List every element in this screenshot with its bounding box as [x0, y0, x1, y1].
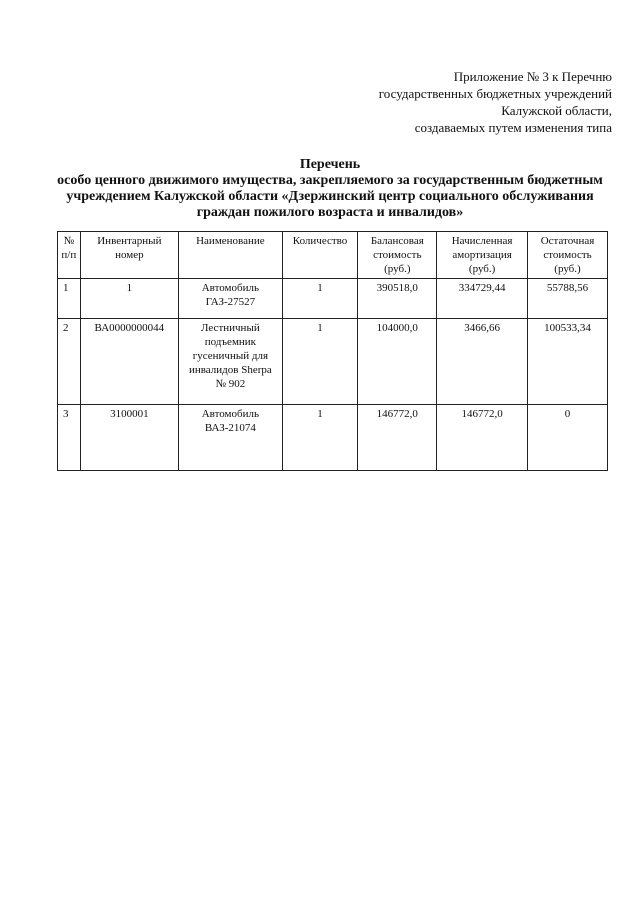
cell-quantity: 1	[282, 405, 358, 471]
cell-residual: 0	[528, 405, 608, 471]
cell-quantity: 1	[282, 279, 358, 319]
table-row	[58, 279, 608, 319]
header-name: Наименование	[179, 232, 283, 279]
header-inventory: Инвентарный номер	[80, 232, 178, 279]
appendix-header	[312, 68, 612, 136]
table-row	[58, 319, 608, 405]
cell-num: 3	[58, 405, 81, 471]
cell-num: 1	[58, 279, 81, 319]
cell-balance: 146772,0	[358, 405, 437, 471]
appendix-line: государственных бюджетных учреждений	[378, 86, 612, 101]
cell-residual: 100533,34	[528, 319, 608, 405]
cell-name: Автомобиль ГАЗ-27527	[179, 279, 283, 319]
cell-amortization: 3466,66	[437, 319, 528, 405]
header-amortization: Начисленная амортизация (руб.)	[437, 232, 528, 279]
title-line: особо ценного движимого имущества, закрепляемого за государственным бюджетным	[57, 173, 603, 188]
cell-balance: 390518,0	[358, 279, 437, 319]
header-balance: Балансовая стоимость (руб.)	[358, 232, 437, 279]
cell-inventory: 3100001	[80, 405, 178, 471]
cell-amortization: 146772,0	[437, 405, 528, 471]
assets-table	[57, 231, 608, 471]
cell-amortization: 334729,44	[437, 279, 528, 319]
cell-inventory: ВА0000000044	[80, 319, 178, 405]
cell-num: 2	[58, 319, 81, 405]
cell-quantity: 1	[282, 319, 358, 405]
cell-name: Автомобиль ВАЗ-21074	[179, 405, 283, 471]
cell-residual: 55788,56	[528, 279, 608, 319]
cell-inventory: 1	[80, 279, 178, 319]
appendix-line: Калужской области,	[501, 103, 612, 118]
table-row	[58, 405, 608, 471]
appendix-line: создаваемых путем изменения типа	[414, 120, 612, 135]
appendix-line: Приложение № 3 к Перечню	[453, 69, 612, 84]
title-line: Перечень	[299, 157, 361, 172]
cell-balance: 104000,0	[358, 319, 437, 405]
title-line: граждан пожилого возраста и инвалидов»	[196, 205, 464, 220]
title-line: учреждением Калужской области «Дзержинский центр социального обслуживания	[66, 189, 594, 204]
cell-name: Лестничный подъемник гусеничный для инвалидов Sherpa № 902	[179, 319, 283, 405]
header-num: № п/п	[58, 232, 81, 279]
header-quantity: Количество	[282, 232, 358, 279]
table-header-row	[58, 232, 608, 279]
header-residual: Остаточная стоимость (руб.)	[528, 232, 608, 279]
document-title	[40, 157, 620, 221]
